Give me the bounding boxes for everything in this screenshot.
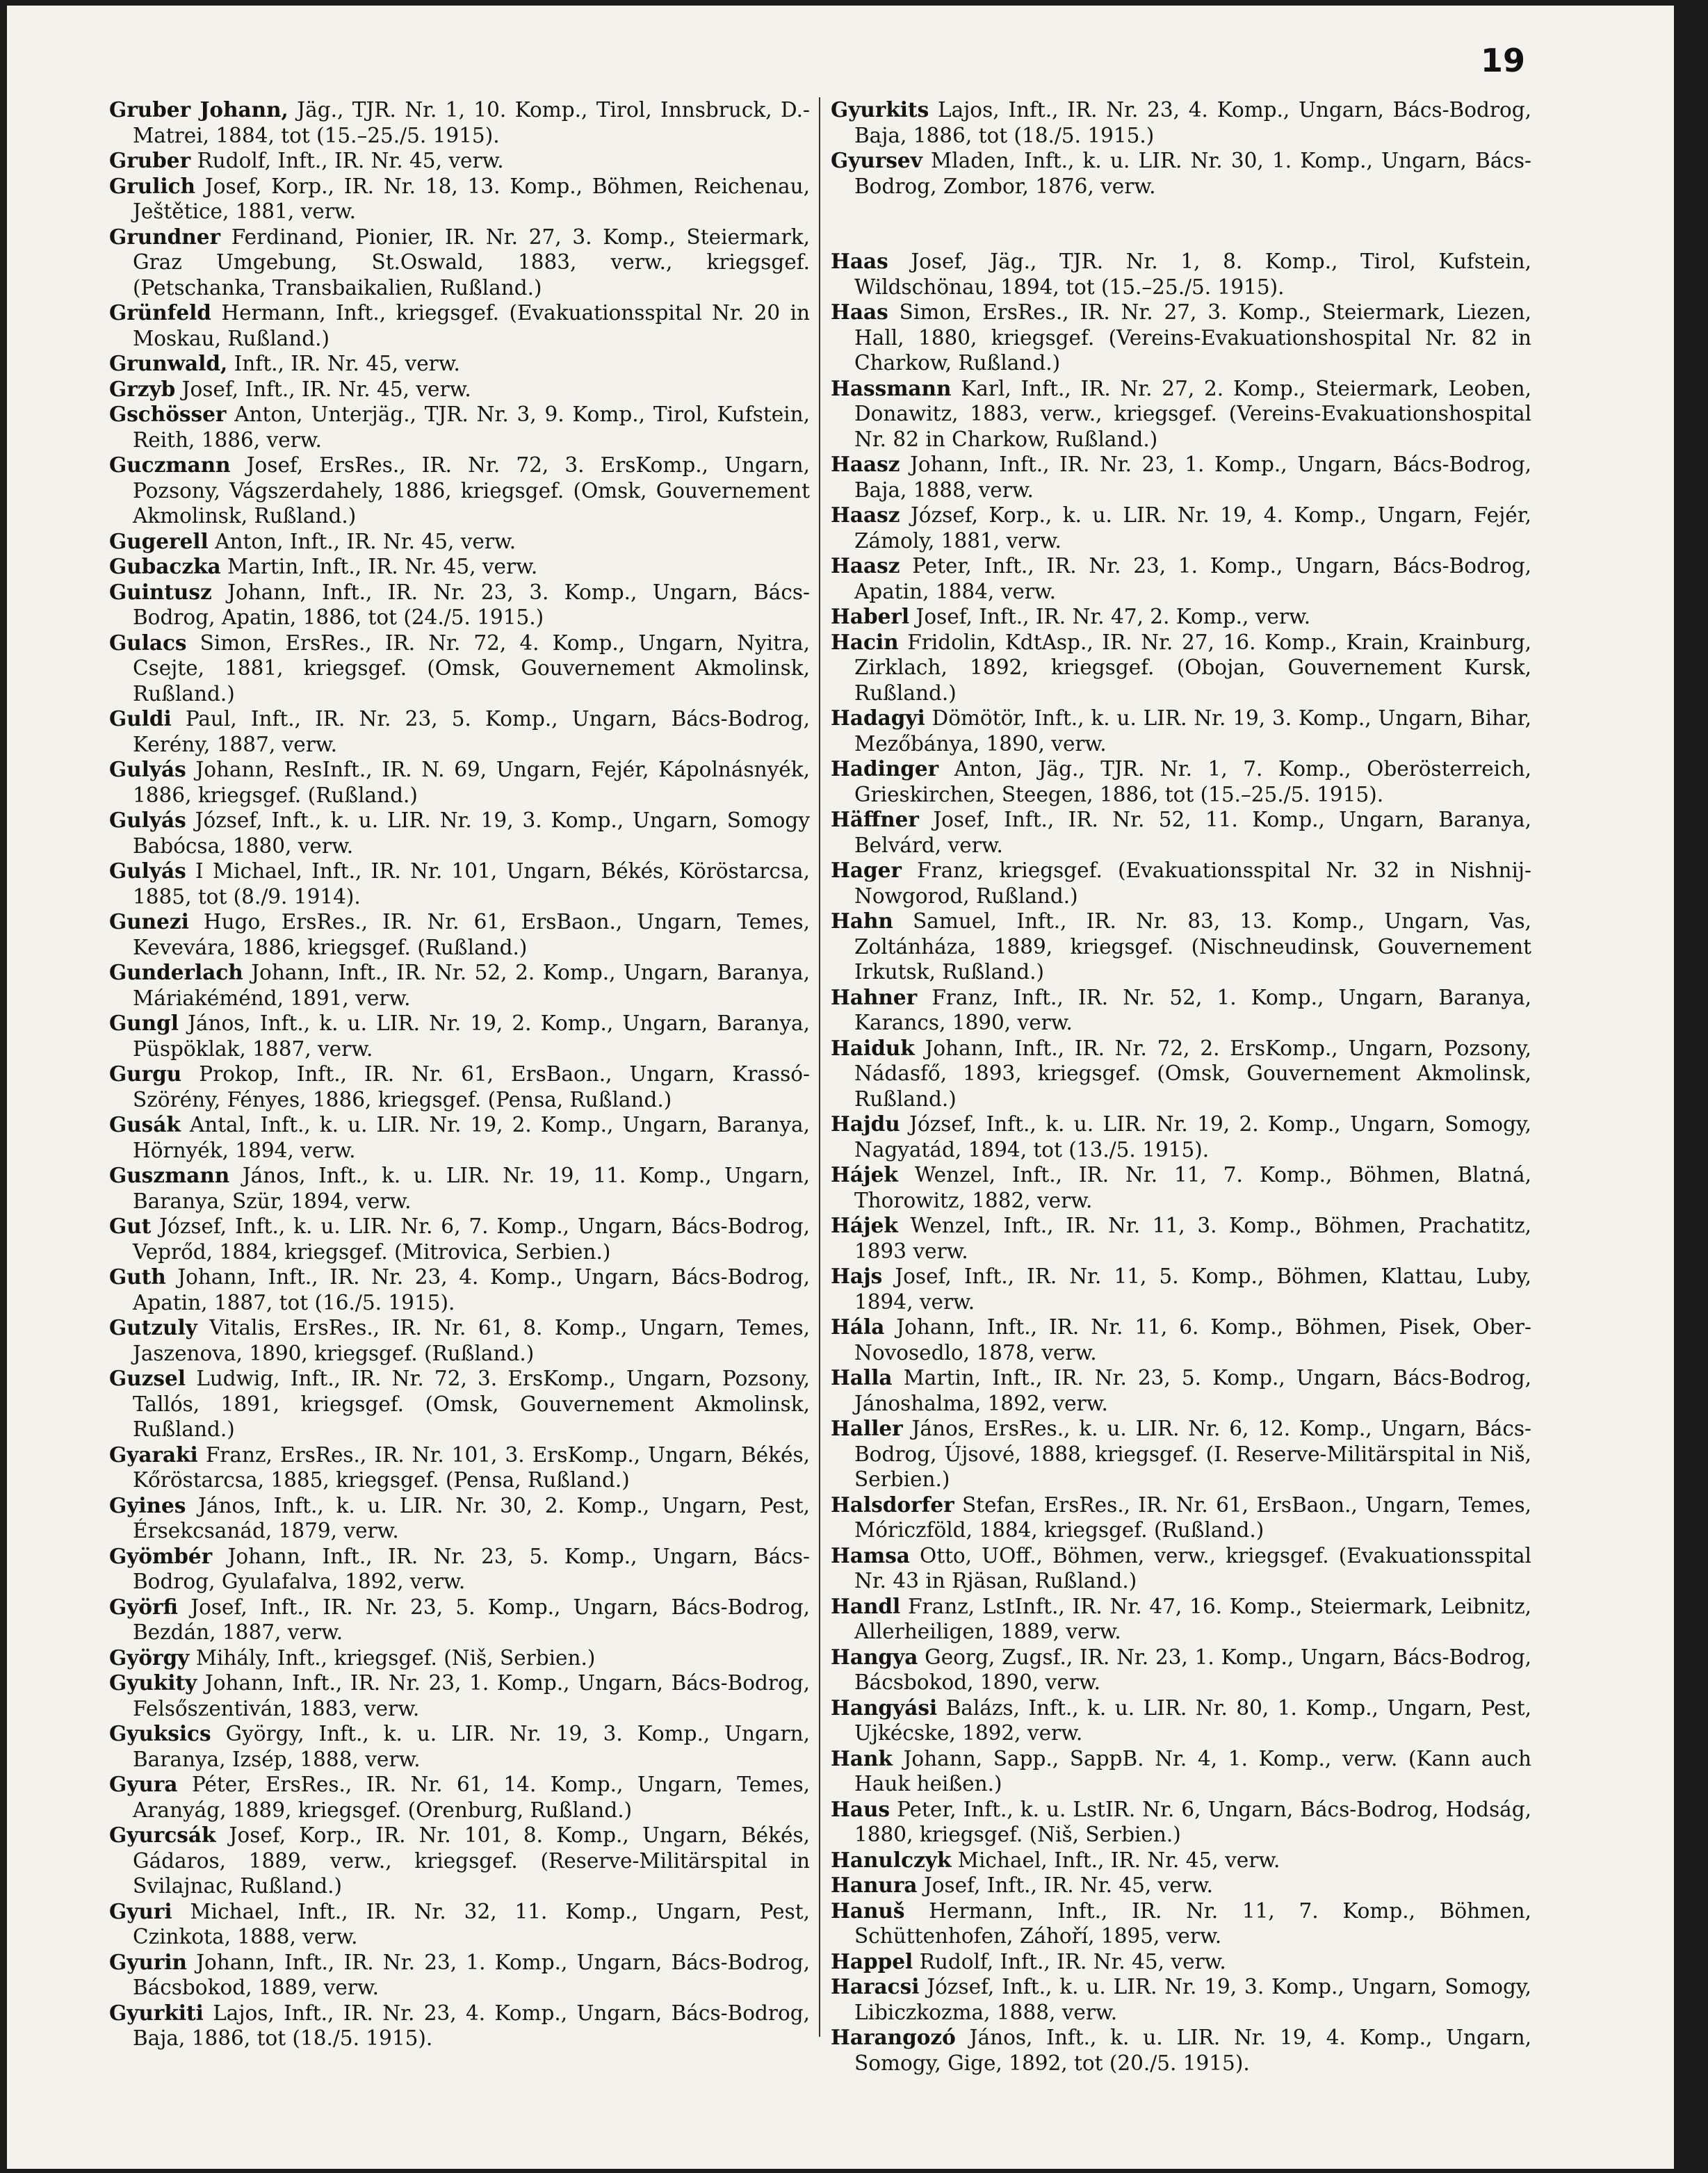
- entry-surname: Harangozó: [831, 2025, 956, 2049]
- entry-details: József, Korp., k. u. LIR. Nr. 19, 4. Komp., Ungarn, Fejér, Zámoly, 1881, verw.: [854, 503, 1531, 553]
- entry-surname: Guldi: [109, 706, 172, 731]
- entry-details: Josef, Inft., IR. Nr. 11, 5. Komp., Böhmen, Klattau, Luby, 1894, verw.: [854, 1264, 1531, 1314]
- entry-details: János, Inft., k. u. LIR. Nr. 19, 11. Komp., Ungarn, Baranya, Szür, 1894, verw.: [133, 1164, 810, 1213]
- entry-details: Rudolf, Inft., IR. Nr. 45, verw.: [919, 1949, 1226, 1973]
- entry-details: Johann, Inft., IR. Nr. 23, 1. Komp., Ungarn, Bács-Bodrog, Bácsbokod, 1889, verw.: [133, 1950, 810, 1999]
- entry-details: Dömötör, Inft., k. u. LIR. Nr. 19, 3. Komp., Ungarn, Bihar, Mezőbánya, 1890, verw.: [854, 706, 1531, 756]
- entry-details: Lajos, Inft., IR. Nr. 23, 4. Komp., Ungarn, Bács-Bodrog, Baja, 1886, tot (18./5. 1915.): [854, 98, 1531, 147]
- entry-details: Ferdinand, Pionier, IR. Nr. 27, 3. Komp., Steiermark, Graz Umgebung, St.Oswald, 1883, verw., kriegsgef. (Petschanka, Transbaikalien, Rußland.): [133, 225, 810, 300]
- register-entry: [109, 630, 810, 707]
- entry-surname: Gyurcsák: [109, 1823, 216, 1847]
- entry-details: Michael, Inft., IR. Nr. 32, 11. Komp., Ungarn, Pest, Czinkota, 1888, verw.: [133, 1899, 810, 1948]
- register-entry: [109, 1493, 810, 1544]
- register-entry: [831, 604, 1531, 630]
- entry-surname: Guintusz: [109, 579, 212, 604]
- entry-details: Georg, Zugsf., IR. Nr. 23, 1. Komp., Ungarn, Bács-Bodrog, Bácsbokod, 1890, verw.: [854, 1645, 1531, 1694]
- entry-surname: Gschösser: [109, 402, 227, 426]
- entry-details: Josef, Inft., IR. Nr. 45, verw.: [923, 1873, 1213, 1897]
- entry-surname: Guczmann: [109, 453, 231, 477]
- entry-details: Samuel, Inft., IR. Nr. 83, 13. Komp., Ungarn, Vas, Zoltánháza, 1889, kriegsgef. (Nischneudinsk, Gouvernement Irkutsk, Rußland.): [854, 909, 1531, 984]
- entry-surname: Hála: [831, 1315, 885, 1339]
- entry-surname: Gulyás: [109, 858, 186, 883]
- entry-details: Johann, Inft., IR. Nr. 23, 1. Komp., Ungarn, Bács-Bodrog, Baja, 1888, verw.: [854, 453, 1531, 502]
- entry-surname: Györfi: [109, 1594, 179, 1619]
- entry-details: Johann, Inft., IR. Nr. 23, 5. Komp., Ungarn, Bács-Bodrog, Gyulafalva, 1892, verw.: [133, 1544, 810, 1593]
- register-entry: [831, 706, 1531, 756]
- register-entry: [831, 1365, 1531, 1416]
- entry-details: Johann, Inft., IR. Nr. 23, 1. Komp., Ungarn, Bács-Bodrog, Felsőszentiván, 1883, verw.: [133, 1671, 810, 1720]
- entry-surname: Haas: [831, 249, 888, 273]
- entry-surname: Gruber: [109, 148, 191, 172]
- register-entry: [831, 1645, 1531, 1695]
- entry-surname: Gulacs: [109, 630, 187, 655]
- entry-details: Anton, Jäg., TJR. Nr. 1, 7. Komp., Oberösterreich, Grieskirchen, Steegen, 1886, tot (15.–25./5. 1915).: [854, 757, 1531, 806]
- entry-details: József, Inft., k. u. LIR. Nr. 19, 2. Komp., Ungarn, Somogy, Nagyatád, 1894, tot (13./5. 1915).: [854, 1112, 1531, 1162]
- register-entry: [831, 97, 1531, 148]
- register-entry: [109, 1595, 810, 1645]
- register-entry: [831, 249, 1531, 300]
- entry-surname: Gunderlach: [109, 960, 243, 984]
- entry-surname: Hájek: [831, 1213, 898, 1237]
- entry-surname: Gruber Johann,: [109, 97, 288, 122]
- entry-details: János, Inft., k. u. LIR. Nr. 19, 4. Komp., Ungarn, Somogy, Gige, 1892, tot (20./5. 1915).: [854, 2026, 1531, 2075]
- entry-surname: Grünfeld: [109, 300, 211, 325]
- entry-details: Peter, Inft., k. u. LstIR. Nr. 6, Ungarn, Bács-Bodrog, Hodság, 1880, kriegsgef. (Niš, Serbien.): [854, 1797, 1531, 1846]
- register-entry: [831, 807, 1531, 858]
- register-entry: [831, 1898, 1531, 1949]
- entry-details: Josef, Inft., IR. Nr. 52, 11. Komp., Ungarn, Baranya, Belvárd, verw.: [854, 808, 1531, 857]
- register-entry: [831, 503, 1531, 553]
- register-entry: [831, 1695, 1531, 1746]
- document-page: [7, 6, 1674, 2169]
- entry-surname: Gurgu: [109, 1061, 182, 1086]
- register-entry: [109, 453, 810, 529]
- register-entry: [831, 1264, 1531, 1315]
- entry-surname: Gyurkits: [831, 97, 929, 122]
- entry-surname: Guth: [109, 1264, 166, 1289]
- page-number: 19: [1481, 42, 1526, 79]
- register-entry: [831, 1594, 1531, 1645]
- register-entry: [831, 909, 1531, 985]
- entry-surname: Grzyb: [109, 376, 176, 401]
- entry-details: Antal, Inft., k. u. LIR. Nr. 19, 2. Komp., Ungarn, Baranya, Hörnyék, 1894, verw.: [133, 1113, 810, 1162]
- entry-details: Jäg., TJR. Nr. 1, 10. Komp., Tirol, Innsbruck, D.-Matrei, 1884, tot (15.–25./5. 1915).: [133, 98, 810, 147]
- entry-details: Anton, Inft., IR. Nr. 45, verw.: [215, 529, 517, 553]
- entry-details: Hermann, Inft., IR. Nr. 11, 7. Komp., Böhmen, Schüttenhofen, Záhoří, 1895, verw.: [854, 1898, 1531, 1948]
- entry-surname: Haus: [831, 1796, 890, 1821]
- entry-surname: Gyines: [109, 1492, 186, 1517]
- entry-surname: Hahn: [831, 909, 893, 933]
- register-entry: [831, 1162, 1531, 1213]
- entry-surname: Hacin: [831, 629, 899, 654]
- register-entry: [109, 1721, 810, 1772]
- entry-details: Martin, Inft., IR. Nr. 23, 5. Komp., Ungarn, Bács-Bodrog, Jánoshalma, 1892, verw.: [854, 1366, 1531, 1415]
- entry-details: Peter, Inft., IR. Nr. 23, 1. Komp., Ungarn, Bács-Bodrog, Apatin, 1884, verw.: [854, 554, 1531, 603]
- register-entry: [109, 808, 810, 858]
- entry-surname: Gyura: [109, 1772, 178, 1796]
- register-entry: [109, 402, 810, 453]
- register-entry: [831, 376, 1531, 453]
- register-entry: [109, 757, 810, 808]
- entry-details: Franz, kriegsgef. (Evakuationsspital Nr. 32 in Nishnij-Nowgorod, Rußland.): [854, 858, 1531, 908]
- entry-surname: Gyaraki: [109, 1442, 198, 1467]
- entry-details: József, Inft., k. u. LIR. Nr. 6, 7. Komp., Ungarn, Bács-Bodrog, Veprőd, 1884, kriegsgef. (Mitrovica, Serbien.): [133, 1214, 810, 1264]
- entry-surname: Hadagyi: [831, 706, 925, 730]
- register-entry: [831, 1416, 1531, 1492]
- entry-surname: György: [109, 1645, 190, 1670]
- entry-details: Josef, ErsRes., IR. Nr. 72, 3. ErsKomp., Ungarn, Pozsony, Vágszerdahely, 1886, kriegsgef. (Omsk, Gouvernement Akmolinsk, Rußland.): [133, 453, 810, 528]
- entry-details: János, ErsRes., k. u. LIR. Nr. 6, 12. Komp., Ungarn, Bács-Bodrog, Újsové, 1888, kriegsgef. (I. Reserve-Militärspital in Niš, Serbien.): [854, 1417, 1531, 1491]
- register-entry: [831, 1949, 1531, 1975]
- register-entry: [831, 148, 1531, 199]
- entry-details: Franz, LstInft., IR. Nr. 47, 16. Komp., Steiermark, Leibnitz, Allerheiligen, 1889, verw.: [854, 1594, 1531, 1643]
- entry-details: Otto, UOff., Böhmen, verw., kriegsgef. (Evakuationsspital Nr. 43 in Rjäsan, Rußland.): [854, 1543, 1531, 1593]
- entry-surname: Haberl: [831, 604, 910, 628]
- entry-details: Franz, ErsRes., IR. Nr. 101, 3. ErsKomp., Ungarn, Békés, Kőröstarcsa, 1885, kriegsgef. (Pensa, Rußland.): [133, 1442, 810, 1492]
- entry-details: Wenzel, Inft., IR. Nr. 11, 3. Komp., Böhmen, Prachatitz, 1893 verw.: [854, 1214, 1531, 1263]
- register-entry: [831, 553, 1531, 604]
- entry-surname: Gunezi: [109, 909, 189, 934]
- entry-details: Péter, ErsRes., IR. Nr. 61, 14. Komp., Ungarn, Temes, Aranyág, 1889, kriegsgef. (Orenburg, Rußland.): [133, 1773, 810, 1822]
- entry-surname: Haracsi: [831, 1974, 920, 1999]
- column-divider: [819, 97, 820, 2037]
- entry-surname: Hajdu: [831, 1112, 900, 1136]
- register-entry: [831, 1112, 1531, 1162]
- register-entry: [109, 300, 810, 351]
- entry-details: Rudolf, Inft., IR. Nr. 45, verw.: [197, 149, 504, 172]
- entry-details: Hugo, ErsRes., IR. Nr. 61, ErsBaon., Ungarn, Temes, Kevevára, 1886, kriegsgef. (Rußland.): [133, 910, 810, 959]
- entry-details: Josef, Inft., IR. Nr. 47, 2. Komp., verw.: [916, 605, 1311, 628]
- register-entry: [831, 2025, 1531, 2076]
- register-entry: [109, 1645, 810, 1671]
- entry-details: Johann, ResInft., IR. N. 69, Ungarn, Fejér, Kápolnásnyék, 1886, kriegsgef. (Rußland.): [133, 758, 810, 807]
- entry-details: Johann, Sapp., SappB. Nr. 4, 1. Komp., verw. (Kann auch Hauk heißen.): [854, 1746, 1531, 1796]
- entry-surname: Gulyás: [109, 808, 186, 832]
- entry-surname: Gyömbér: [109, 1543, 213, 1568]
- register-entry: [109, 377, 810, 402]
- entry-details: Hermann, Inft., kriegsgef. (Evakuationsspital Nr. 20 in Moskau, Rußland.): [133, 301, 810, 350]
- entry-surname: Häffner: [831, 807, 919, 831]
- entry-details: Michael, Inft., IR. Nr. 45, verw.: [957, 1848, 1280, 1872]
- register-entry: [831, 1036, 1531, 1112]
- entry-surname: Grulich: [109, 173, 196, 198]
- register-entry: [109, 554, 810, 580]
- entry-details: János, Inft., k. u. LIR. Nr. 30, 2. Komp., Ungarn, Pest, Érsekcsanád, 1879, verw.: [133, 1493, 810, 1543]
- entry-details: Balázs, Inft., k. u. LIR. Nr. 80, 1. Komp., Ungarn, Pest, Ujkécske, 1892, verw.: [854, 1695, 1531, 1745]
- register-entry: [109, 960, 810, 1011]
- register-entry: [109, 1442, 810, 1493]
- entry-surname: Hanuš: [831, 1898, 905, 1923]
- register-entry: [831, 1543, 1531, 1594]
- entry-surname: Hadinger: [831, 756, 939, 781]
- register-entry: [109, 1011, 810, 1061]
- register-entry: [109, 148, 810, 174]
- register-entry: [831, 1315, 1531, 1365]
- entry-surname: Gungl: [109, 1011, 179, 1035]
- entry-details: Inft., IR. Nr. 45, verw.: [234, 352, 460, 375]
- register-entry: [831, 452, 1531, 503]
- entry-surname: Hanulczyk: [831, 1847, 952, 1872]
- entry-surname: Grunwald,: [109, 351, 228, 375]
- entry-surname: Gyuri: [109, 1898, 172, 1923]
- entry-details: József, Inft., k. u. LIR. Nr. 19, 3. Komp., Ungarn, Somogy, Libiczkozma, 1888, verw.: [854, 1975, 1531, 2024]
- register-entry: [109, 1315, 810, 1366]
- entry-details: Lajos, Inft., IR. Nr. 23, 4. Komp., Ungarn, Bács-Bodrog, Baja, 1886, tot (18./5. 1915).: [133, 2001, 810, 2050]
- entry-surname: Gugerell: [109, 528, 209, 553]
- register-entry: [109, 1544, 810, 1595]
- entry-details: Anton, Unterjäg., TJR. Nr. 3, 9. Komp., Tirol, Kufstein, Reith, 1886, verw.: [133, 402, 810, 452]
- entry-details: Prokop, Inft., IR. Nr. 61, ErsBaon., Ungarn, Krassó-Szörény, Fényes, 1886, kriegsgef. (Pensa, Rußland.): [133, 1062, 810, 1112]
- register-entry: [109, 909, 810, 960]
- entry-surname: Gyukity: [109, 1670, 197, 1695]
- register-entry: [831, 300, 1531, 376]
- register-entry: [109, 1214, 810, 1264]
- entry-details: György, Inft., k. u. LIR. Nr. 19, 3. Komp., Ungarn, Baranya, Izsép, 1888, verw.: [133, 1722, 810, 1771]
- entry-details: János, Inft., k. u. LIR. Nr. 19, 2. Komp., Ungarn, Baranya, Püspöklak, 1887, verw.: [133, 1011, 810, 1061]
- left-column: [109, 97, 810, 2051]
- entry-details: Josef, Korp., IR. Nr. 18, 13. Komp., Böhmen, Reichenau, Ještětice, 1881, verw.: [133, 174, 810, 223]
- entry-surname: Guzsel: [109, 1366, 186, 1390]
- entry-surname: Gyurin: [109, 1949, 187, 1974]
- register-entry: [109, 1950, 810, 2001]
- entry-surname: Hager: [831, 858, 902, 882]
- register-entry: [109, 1823, 810, 1899]
- entry-surname: Gubaczka: [109, 554, 221, 578]
- entry-details: Johann, Inft., IR. Nr. 23, 4. Komp., Ungarn, Bács-Bodrog, Apatin, 1887, tot (16./5. 1915).: [133, 1265, 810, 1315]
- entry-surname: Guszmann: [109, 1163, 230, 1187]
- register-entry: [109, 1670, 810, 1721]
- entry-details: Josef, Inft., IR. Nr. 23, 5. Komp., Ungarn, Bács-Bodrog, Bezdán, 1887, verw.: [133, 1595, 810, 1644]
- register-entry: [109, 1366, 810, 1442]
- register-entry: [831, 1848, 1531, 1873]
- entry-details: Josef, Jäg., TJR. Nr. 1, 8. Komp., Tirol, Kufstein, Wildschönau, 1894, tot (15.–25./5. 1915).: [854, 250, 1531, 299]
- entry-surname: Haller: [831, 1416, 903, 1440]
- entry-surname: Haasz: [831, 503, 900, 527]
- entry-details: Stefan, ErsRes., IR. Nr. 61, ErsBaon., Ungarn, Temes, Móriczföld, 1884, kriegsgef. (Rußland.): [854, 1492, 1531, 1542]
- register-entry: [109, 97, 810, 148]
- entry-surname: Hangya: [831, 1644, 918, 1669]
- register-entry: [109, 351, 810, 377]
- entry-surname: Hájek: [831, 1162, 898, 1187]
- register-entry: [831, 1492, 1531, 1543]
- register-entry: [109, 1061, 810, 1112]
- entry-details: Simon, ErsRes., IR. Nr. 27, 3. Komp., Steiermark, Liezen, Hall, 1880, kriegsgef. (Vereins-Evakuationshospital Nr. 82 in Charkow, Rußland.): [854, 300, 1531, 375]
- entry-details: Vitalis, ErsRes., IR. Nr. 61, 8. Komp., Ungarn, Temes, Jaszenova, 1890, kriegsgef. (Rußland.): [133, 1316, 810, 1365]
- entry-surname: Gulyás: [109, 757, 186, 781]
- register-entry: [109, 580, 810, 630]
- entry-surname: Hank: [831, 1745, 893, 1771]
- entry-details: Paul, Inft., IR. Nr. 23, 5. Komp., Ungarn, Bács-Bodrog, Kerény, 1887, verw.: [133, 707, 810, 756]
- register-entry: [109, 858, 810, 909]
- register-entry: [831, 1746, 1531, 1797]
- register-entry: [109, 1772, 810, 1823]
- entry-surname: Gut: [109, 1214, 152, 1238]
- entry-surname: Happel: [831, 1948, 913, 1973]
- entry-surname: Haasz: [831, 553, 900, 578]
- register-entry: [831, 858, 1531, 909]
- register-entry: [831, 985, 1531, 1036]
- register-entry: [831, 1873, 1531, 1898]
- entry-surname: Haas: [831, 300, 888, 324]
- register-entry: [109, 1264, 810, 1315]
- register-entry: [109, 706, 810, 757]
- entry-surname: Hamsa: [831, 1543, 910, 1568]
- entry-details: Johann, Inft., IR. Nr. 72, 2. ErsKomp., Ungarn, Pozsony, Nádasfő, 1893, kriegsgef. (Omsk, Gouvernement Akmolinsk, Rußland.): [854, 1036, 1531, 1111]
- register-entry: [831, 630, 1531, 706]
- register-entry: [109, 529, 810, 555]
- register-entry: [109, 2001, 810, 2051]
- entry-surname: Gyursev: [831, 148, 922, 172]
- entry-details: Simon, ErsRes., IR. Nr. 72, 4. Komp., Ungarn, Nyitra, Csejte, 1881, kriegsgef. (Omsk, Gouvernement Akmolinsk, Rußland.): [133, 630, 810, 706]
- register-entry: [831, 756, 1531, 807]
- register-entry: [109, 1112, 810, 1163]
- entry-details: Johann, Inft., IR. Nr. 11, 6. Komp., Böhmen, Pisek, Ober-Novosedlo, 1878, verw.: [854, 1315, 1531, 1365]
- entry-surname: Grundner: [109, 224, 221, 249]
- right-column: [831, 97, 1531, 2076]
- entry-surname: Hassmann: [831, 375, 952, 400]
- entry-surname: Haasz: [831, 452, 900, 476]
- entry-details: Karl, Inft., IR. Nr. 27, 2. Komp., Steiermark, Leoben, Donawitz, 1883, verw., kriegsgef. (Vereins-Evakuationshospital Nr. 82 in Charkow, Rußland.): [854, 376, 1531, 451]
- entry-details: Ludwig, Inft., IR. Nr. 72, 3. ErsKomp., Ungarn, Pozsony, Tallós, 1891, kriegsgef. (Omsk, Gouvernement Akmolinsk, Rußland.): [133, 1367, 810, 1441]
- entry-surname: Gyuksics: [109, 1721, 211, 1745]
- register-entry: [109, 1899, 810, 1950]
- entry-details: Johann, Inft., IR. Nr. 23, 3. Komp., Ungarn, Bács-Bodrog, Apatin, 1886, tot (24./5. 1915.): [133, 580, 810, 629]
- entry-details: Josef, Korp., IR. Nr. 101, 8. Komp., Ungarn, Békés, Gádaros, 1889, verw., kriegsgef. (Reserve-Militärspital in Svilajnac, Rußland.): [133, 1823, 810, 1898]
- entry-surname: Hangyási: [831, 1695, 938, 1720]
- entry-surname: Halla: [831, 1365, 893, 1390]
- entry-details: Johann, Inft., IR. Nr. 52, 2. Komp., Ungarn, Baranya, Máriakéménd, 1891, verw.: [133, 961, 810, 1010]
- entry-surname: Hajs: [831, 1264, 883, 1288]
- entry-details: Mladen, Inft., k. u. LIR. Nr. 30, 1. Komp., Ungarn, Bács-Bodrog, Zombor, 1876, verw.: [854, 149, 1531, 198]
- entry-surname: Gyurkiti: [109, 2000, 204, 2025]
- entry-surname: Gutzuly: [109, 1315, 197, 1340]
- register-entry: [831, 1797, 1531, 1848]
- entry-surname: Hahner: [831, 984, 918, 1009]
- register-entry: [109, 1163, 810, 1214]
- entry-details: Wenzel, Inft., IR. Nr. 11, 7. Komp., Böhmen, Blatná, Thorowitz, 1882, verw.: [854, 1163, 1531, 1212]
- entry-details: Martin, Inft., IR. Nr. 45, verw.: [227, 555, 538, 578]
- entry-details: Fridolin, KdtAsp., IR. Nr. 27, 16. Komp., Krain, Krainburg, Zirklach, 1892, kriegsgef. (Obojan, Gouvernement Kursk, Rußland.): [854, 630, 1531, 705]
- entry-details: József, Inft., k. u. LIR. Nr. 19, 3. Komp., Ungarn, Somogy Babócsa, 1880, verw.: [133, 808, 810, 858]
- entry-surname: Handl: [831, 1593, 901, 1618]
- entry-surname: Halsdorfer: [831, 1492, 954, 1517]
- entry-surname: Haiduk: [831, 1035, 915, 1060]
- register-entry: [109, 225, 810, 301]
- entry-surname: Hanura: [831, 1873, 918, 1897]
- entry-details: I Michael, Inft., IR. Nr. 101, Ungarn, Békés, Köröstarcsa, 1885, tot (8./9. 1914).: [133, 859, 810, 909]
- register-entry: [831, 1213, 1531, 1264]
- entry-details: Mihály, Inft., kriegsgef. (Niš, Serbien.): [195, 1645, 596, 1670]
- entry-details: Franz, Inft., IR. Nr. 52, 1. Komp., Ungarn, Baranya, Karancs, 1890, verw.: [854, 985, 1531, 1034]
- register-entry: [109, 174, 810, 225]
- register-entry: [831, 1974, 1531, 2025]
- entry-details: Josef, Inft., IR. Nr. 45, verw.: [181, 377, 471, 401]
- entry-surname: Gusák: [109, 1112, 181, 1137]
